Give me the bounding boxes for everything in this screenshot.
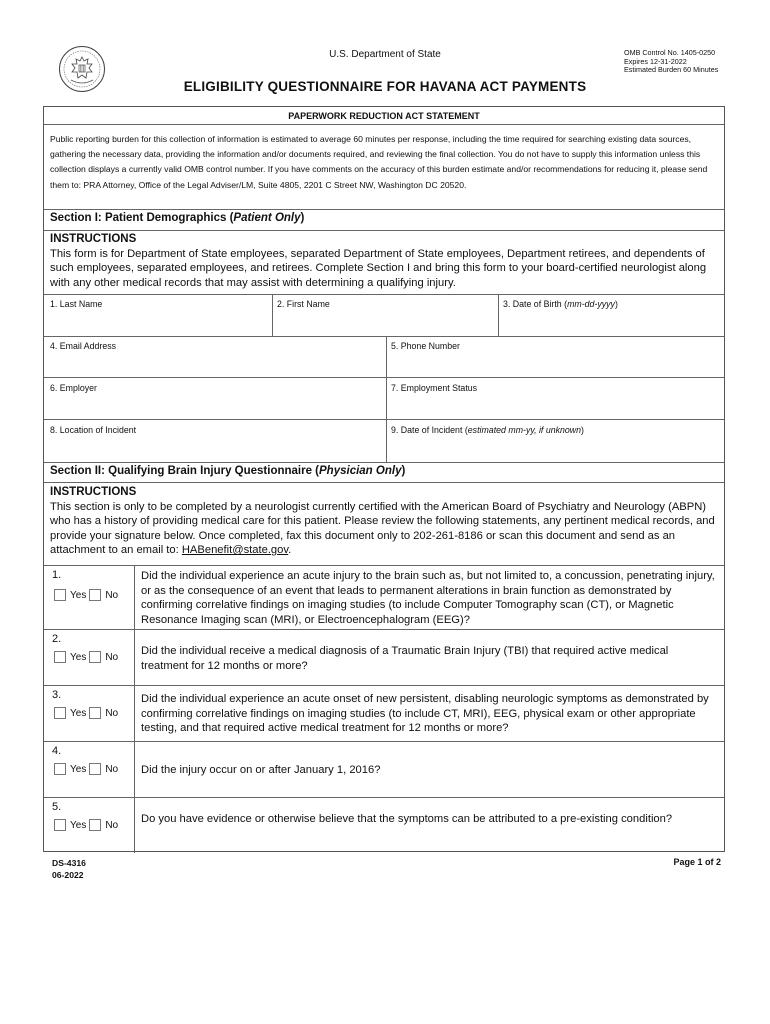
section-1-instructions-label: INSTRUCTIONS [50, 233, 137, 245]
phone-number-field[interactable]: 5. Phone Number [391, 341, 460, 351]
section-1-heading: Section I: Patient Demographics (Patient Only) [50, 212, 305, 224]
department-name: U.S. Department of State [329, 49, 441, 60]
omb-control-number: OMB Control No. 1405-0250 [624, 48, 716, 57]
question-number: 5. [52, 801, 62, 813]
form-body [43, 106, 725, 852]
no-label: No [105, 707, 119, 719]
section-2-heading: Section II: Qualifying Brain Injury Questionnaire (Physician Only) [50, 465, 406, 477]
yes-label: Yes [70, 763, 87, 775]
section-2-instructions-label: INSTRUCTIONS [50, 486, 137, 498]
question-number: 4. [52, 745, 62, 757]
yes-checkbox[interactable] [54, 707, 66, 719]
no-checkbox[interactable] [89, 763, 101, 775]
page-number: Page 1 of 2 [673, 857, 721, 867]
pra-statement: Public reporting burden for this collection of information is estimated to average 60 minutes per response, including the time required for searching existing data sources, gathering the necessary data, providing the information and/or documents required, and reviewing the final collection. You do not have to supply this information unless this collection displays a currently valid OMB control number. If you have comments on the accuracy of this burden estimate and/or recommendations for reducing it, please send them to: PRA Attorney, Office of the Legal Adviser/LM, Suite 4805, 2201 C Street NW, Washington DC 20520. [50, 134, 708, 190]
email-address-field[interactable]: 4. Email Address [50, 341, 117, 351]
section-2-instructions: This section is only to be completed by a neurologist currently certified with the American Board of Psychiatry and Neurology (ABPN) who has a history of providing medical care for this patient. Please review the following statements, any pertinent medical records, and provide your signature below. Once completed, fax this document only to 202-261-8186 or scan this document and send as an attachment to an email to: HABenefit@state.gov. [50, 501, 715, 557]
question-number: 2. [52, 633, 62, 645]
employment-status-field[interactable]: 7. Employment Status [391, 383, 478, 393]
omb-info [624, 49, 718, 75]
no-checkbox[interactable] [89, 589, 101, 601]
omb-expiration: Expires 12-31-2022 [624, 56, 687, 66]
yes-label: Yes [70, 589, 87, 601]
question-text: Did the individual receive a medical diagnosis of a Traumatic Brain Injury (TBI) that required active medical treatment for 12 months or more? [141, 645, 669, 672]
form-revision-date: 06-2022 [52, 870, 84, 880]
no-checkbox[interactable] [89, 651, 101, 663]
no-label: No [105, 819, 119, 831]
yes-checkbox[interactable] [54, 763, 66, 775]
date-of-birth-field[interactable]: 3. Date of Birth (mm-dd-yyyy) [503, 299, 618, 309]
question-text: Did the individual experience an acute onset of new persistent, disabling neurologic symptoms as demonstrated by confirming correlative findings on imaging studies (to include CT, MRI), EEG, physical exam or other appropriate testing, and that required active medical treatment for 12 months or more? [141, 693, 709, 735]
question-number: 3. [52, 689, 62, 701]
yes-label: Yes [70, 819, 87, 831]
no-label: No [105, 763, 119, 775]
no-checkbox[interactable] [89, 819, 101, 831]
pra-heading: PAPERWORK REDUCTION ACT STATEMENT [288, 111, 480, 121]
first-name-field[interactable]: 2. First Name [277, 299, 330, 309]
last-name-field[interactable]: 1. Last Name [50, 299, 103, 309]
habenefit-email-link[interactable]: HABenefit@state.gov [181, 544, 289, 557]
question-text: Do you have evidence or otherwise believe that the symptoms can be attributed to a pre-existing condition? [141, 813, 673, 825]
form-id: DS-4316 [52, 858, 86, 868]
section-1-instructions: This form is for Department of State employees, separated Department of State employees, Department retirees, and dependents of such employees, separated employees, and retirees. Complete Section I and bring this form to your board-certified neurologist along with any other medical records that may assist with determining a qualifying injury. [50, 248, 707, 289]
yes-label: Yes [70, 707, 87, 719]
no-label: No [105, 651, 119, 663]
yes-checkbox[interactable] [54, 651, 66, 663]
form-number [52, 857, 86, 881]
no-checkbox[interactable] [89, 707, 101, 719]
question-number: 1. [52, 569, 62, 581]
yes-checkbox[interactable] [54, 819, 66, 831]
yes-checkbox[interactable] [54, 589, 66, 601]
location-of-incident-field[interactable]: 8. Location of Incident [50, 425, 137, 435]
question-text: Did the individual experience an acute injury to the brain such as, but not limited to, a concussion, penetrating injury, or as the consequence of an event that leads to permanent alterations in brain function as demonstrated by confirming correlative findings on imaging studies (to include Computer Tomography scan (CT), or Magnetic Resonance Imaging scan (MRI), or Electroencephalogram (EEG)? [141, 570, 715, 626]
question-text: Did the injury occur on or after January 1, 2016? [141, 764, 381, 776]
yes-label: Yes [70, 651, 87, 663]
form-title: ELIGIBILITY QUESTIONNAIRE FOR HAVANA ACT PAYMENTS [183, 79, 587, 94]
omb-burden: Estimated Burden 60 Minutes [624, 65, 719, 75]
no-label: No [105, 589, 119, 601]
date-of-incident-field[interactable]: 9. Date of Incident (estimated mm-yy, if unknown) [391, 425, 584, 435]
employer-field[interactable]: 6. Employer [50, 383, 97, 393]
